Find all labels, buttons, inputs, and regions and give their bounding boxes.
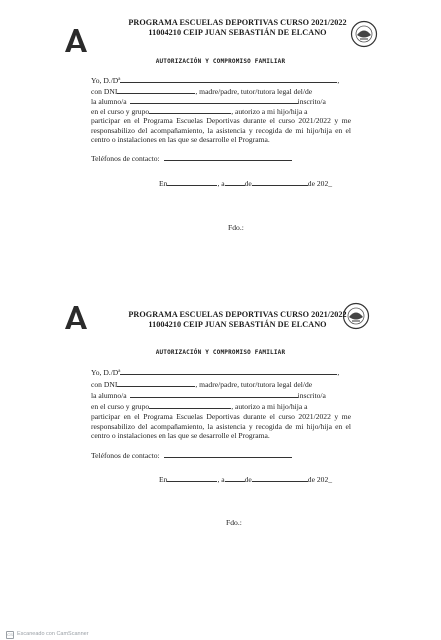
- inscrito-label: inscrito/a: [297, 97, 326, 106]
- a-label: , a: [217, 179, 225, 188]
- day-field[interactable]: [225, 178, 245, 186]
- junta-andalucia-logo-icon: [62, 27, 90, 53]
- autorizo-label: , autorizo a mi hijo/hija a: [231, 402, 308, 411]
- name-field[interactable]: [120, 367, 337, 375]
- de-label: de: [244, 179, 252, 188]
- dni-field[interactable]: [117, 379, 195, 387]
- a-label: , a: [217, 475, 225, 484]
- telefonos-line: [91, 450, 292, 460]
- alumno-label: la alumno/a: [91, 97, 127, 106]
- fdo-label: Fdo.:: [226, 518, 242, 527]
- autorizo-label: , autorizo a mi hijo/hija a: [231, 107, 308, 116]
- month-field[interactable]: [252, 474, 308, 482]
- de-year-label: de 202_: [307, 475, 333, 484]
- en-label: En: [159, 475, 168, 484]
- header-title: [100, 18, 375, 38]
- telefonos-field[interactable]: [164, 450, 292, 458]
- curso-line: [91, 401, 308, 411]
- con-dni-label: con DNI: [91, 380, 118, 389]
- form-paragraph: participar en el Programa Escuelas Deportivas durante el curso 2021/2022 y me responsabilizo del acompañamiento, la asistencia y recogida de mi hijo/hija en el centro o instalaciones en las que se desarrolle el Programa.: [91, 412, 351, 440]
- header-title-line2: 11004210 CEIP JUAN SEBASTIÁN DE ELCANO: [148, 28, 327, 37]
- alumno-label: la alumno/a: [91, 391, 127, 400]
- place-field[interactable]: [167, 474, 217, 482]
- madre-padre-label: , madre/padre, tutor/tutora legal del/de: [195, 87, 313, 96]
- telefonos-field[interactable]: [164, 153, 292, 161]
- header-title-line1: PROGRAMA ESCUELAS DEPORTIVAS CURSO 2021/2022: [128, 18, 347, 27]
- con-dni-label: con DNI: [91, 87, 118, 96]
- alumno-line: [91, 390, 326, 400]
- alumno-field[interactable]: [130, 390, 298, 398]
- yo-line: Yo, D./Dª ,: [91, 368, 340, 377]
- telefonos-label: Teléfonos de contacto:: [91, 451, 160, 460]
- dni-field[interactable]: [117, 86, 195, 94]
- name-field[interactable]: [120, 75, 337, 83]
- de-label: de: [244, 475, 252, 484]
- dni-line: [91, 86, 312, 96]
- form-paragraph: participar en el Programa Escuelas Deportivas durante el curso 2021/2022 y me responsabilizo del acompañamiento, la asistencia y recogida de mi hijo/hija en el centro o instalaciones en las que se desarrolle el Programa.: [91, 116, 351, 144]
- curso-grupo-field[interactable]: [149, 106, 231, 114]
- madre-padre-label: , madre/padre, tutor/tutora legal del/de: [195, 380, 313, 389]
- fdo-label: Fdo.:: [228, 223, 244, 232]
- dni-line: [91, 379, 312, 389]
- telefonos-line: [91, 153, 292, 163]
- en-label: En: [159, 179, 168, 188]
- yo-label: Yo, D./Dª: [91, 368, 121, 377]
- form-subtitle: AUTORIZACIÓN Y COMPROMISO FAMILIAR: [155, 58, 286, 65]
- yo-label: Yo, D./Dª: [91, 76, 121, 85]
- alumno-line: [91, 96, 326, 106]
- inscrito-label: inscrito/a: [297, 391, 326, 400]
- curso-grupo-label: en el curso y grupo: [91, 402, 150, 411]
- header-title-line2: 11004210 CEIP JUAN SEBASTIÁN DE ELCANO: [148, 320, 327, 329]
- yo-line: Yo, D./Dª ,: [91, 76, 340, 85]
- header-title: [100, 310, 375, 330]
- alumno-field[interactable]: [130, 96, 298, 104]
- header-title-line1: PROGRAMA ESCUELAS DEPORTIVAS CURSO 2021/2022: [128, 310, 347, 319]
- curso-line: [91, 106, 308, 116]
- telefonos-label: Teléfonos de contacto:: [91, 154, 160, 163]
- de-year-label: de 202_: [307, 179, 333, 188]
- curso-grupo-field[interactable]: [149, 401, 231, 409]
- date-line: [159, 474, 332, 484]
- form-subtitle: AUTORIZACIÓN Y COMPROMISO FAMILIAR: [155, 349, 286, 356]
- curso-grupo-label: en el curso y grupo: [91, 107, 150, 116]
- camscanner-icon: CS: [7, 632, 13, 637]
- place-field[interactable]: [167, 178, 217, 186]
- scanner-footer: [6, 631, 89, 639]
- day-field[interactable]: [225, 474, 245, 482]
- date-line: [159, 178, 332, 188]
- junta-andalucia-logo-icon: [62, 304, 90, 330]
- scanner-text: Escaneado con CamScanner: [17, 631, 89, 637]
- month-field[interactable]: [252, 178, 308, 186]
